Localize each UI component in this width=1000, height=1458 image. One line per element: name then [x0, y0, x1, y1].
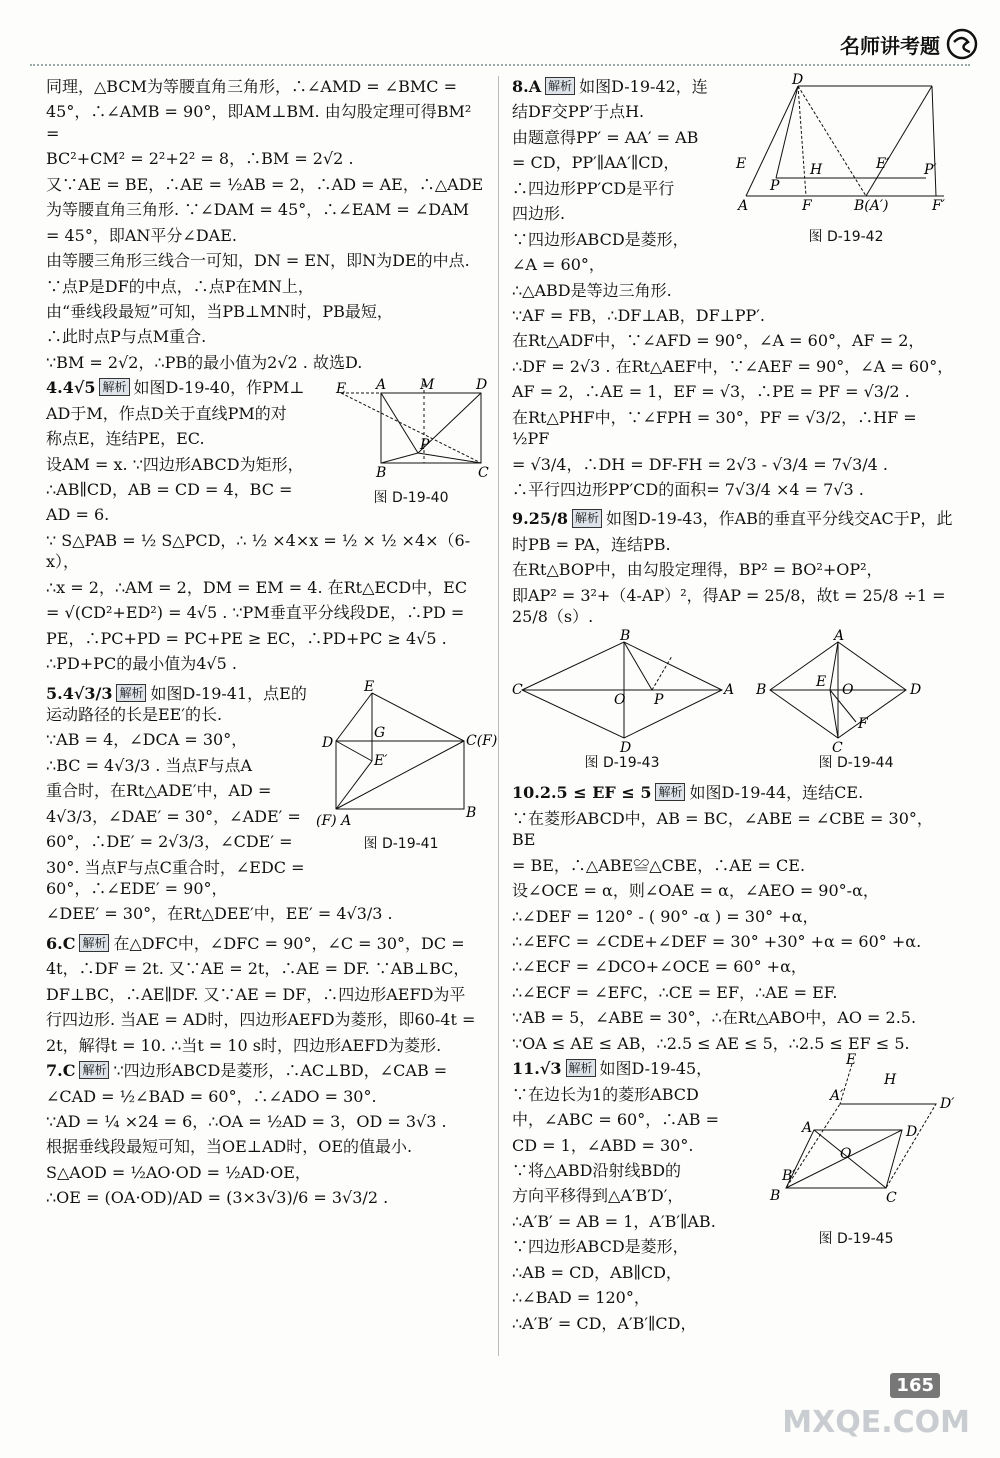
svg-text:D: D: [792, 72, 804, 88]
svg-text:B: B: [756, 681, 767, 698]
svg-text:H: H: [884, 1072, 897, 1089]
solution-line: 由等腰三角形三线合一可知，DN = EN，即N为DE的中点.: [46, 251, 470, 271]
solution-line: ∠A = 60°，: [512, 255, 605, 275]
solution-line: ∴此时点P与点M重合.: [46, 327, 207, 347]
solution-line: 时PB = PA，连结PB.: [512, 534, 671, 554]
svg-text:E′: E′: [374, 752, 388, 769]
solution-line: 中，∠ABC = 60°，∴AB =: [512, 1110, 720, 1130]
item-number: 9.: [512, 509, 529, 529]
svg-text:M: M: [420, 377, 435, 394]
svg-text:B: B: [620, 627, 631, 644]
solution-line: BC²+CM² = 2²+2² = 8，∴BM = 2√2 .: [46, 149, 354, 169]
figure-fig42: [736, 72, 956, 247]
item-head: [512, 508, 956, 529]
solution-line: 45°，∴∠AMB = 90°，即AM⊥BM. 由勾股定理可得BM² =: [46, 102, 477, 143]
svg-text:(F) A: (F) A: [316, 812, 352, 829]
solution-line: 4√3/3，∠DAE′ = 30°，∠ADE′ =: [46, 806, 301, 826]
item-number: 11.: [512, 1059, 540, 1079]
svg-text:E: E: [336, 381, 347, 398]
solution-item: [46, 76, 486, 373]
solution-item: [46, 377, 489, 678]
svg-text:F: F: [858, 715, 868, 732]
svg-text:A: A: [376, 377, 387, 394]
svg-text:D: D: [620, 739, 632, 756]
solution-line: ∵在菱形ABCD中，AB = BC，∠ABE = ∠CBE = 30°，BE: [512, 808, 933, 850]
svg-text:O: O: [842, 681, 854, 698]
solution-line: ∴A′B′ = AB = 1，A′B′∥AB.: [512, 1211, 716, 1231]
solution-line: ∴∠BAD = 120°，: [512, 1288, 650, 1308]
item-answer: 4√5: [62, 378, 96, 398]
svg-text:P: P: [420, 437, 430, 454]
item-answer: 25/8: [528, 509, 568, 529]
figure-caption: 图 D-19-42: [808, 229, 884, 245]
svg-text:E: E: [736, 156, 747, 172]
solution-line: 如图D-19-44，连结CE.: [689, 783, 864, 803]
solution-line: 在△DFC中，∠DFC = 90°，∠C = 30°，DC =: [113, 933, 465, 953]
solution-line: ∵四边形ABCD是菱形，∴AC⊥BD，∠CAB =: [113, 1061, 448, 1081]
solution-line: ∴PD+PC的最小值为4√5 .: [46, 654, 237, 674]
svg-text:A: A: [724, 681, 735, 698]
solution-line: ∴AB = CD，AB∥CD，: [512, 1262, 682, 1282]
solution-line: ∵AF = FB，∴DF⊥AB，DF⊥PP′.: [512, 305, 765, 325]
item-head: [46, 933, 486, 954]
solution-line: 重合时，在Rt△ADE′中，AD =: [46, 781, 272, 801]
item-number: 4.: [46, 378, 63, 398]
solution-line: ∠CAD = ½∠BAD = 60°，∴∠ADO = 30°.: [46, 1086, 377, 1106]
item-number: 10.: [512, 783, 540, 803]
item-answer: C: [62, 1061, 76, 1081]
figure-caption: 图 D-19-41: [363, 835, 439, 852]
solution-line: ∴BC = 4√3/3 . 当点F与点A: [46, 755, 253, 775]
solution-line: 在Rt△ADF中，∵∠AFD = 90°，∠A = 60°，AF = 2，: [512, 331, 925, 351]
solution-line: ∵AB = 4，∠DCA = 30°，: [46, 730, 248, 750]
solution-line: ∴DF = 2√3 . 在Rt△AEF中，∵∠AEF = 90°，∠A = 60°，: [512, 356, 954, 376]
svg-text:D: D: [910, 681, 922, 698]
item-answer: A: [528, 77, 542, 96]
item-head: [46, 1060, 486, 1081]
svg-text:F: F: [802, 198, 812, 214]
svg-text:A: A: [802, 1120, 813, 1137]
item-answer: C: [62, 933, 76, 953]
solution-line: PE，∴PC+PD = PC+PE ≥ EC，∴PD+PC ≥ 4√5 .: [46, 628, 447, 648]
item-head: [512, 782, 956, 803]
svg-text:C(F): C(F): [466, 732, 498, 749]
solution-item: [46, 678, 498, 929]
svg-text:C: C: [512, 681, 523, 698]
svg-text:P: P: [770, 178, 780, 194]
solution-line: 根据垂线段最短可知，当OE⊥AD时，OE的值最小.: [46, 1137, 413, 1157]
solution-line: 四边形.: [512, 204, 566, 224]
solution-line: 结DF交PP′于点H.: [512, 102, 645, 122]
solution-line: ∵AD = ¼ ×24 = 6，∴OA = ½AD = 3，OD = 3√3 .: [46, 1111, 447, 1131]
solution-line: 称点E，连结PE，EC.: [46, 429, 205, 449]
svg-text:D: D: [906, 1124, 918, 1141]
analysis-tag: 解析: [566, 1059, 596, 1077]
svg-text:B: B: [376, 465, 387, 482]
solution-line: 设∠OCE = α，则∠OAE = α，∠AEO = 90°-α，: [512, 881, 879, 901]
figure-fig40: [336, 377, 489, 508]
logo-icon: [946, 28, 978, 60]
solution-line: = 45°，即AN平分∠DAE.: [46, 225, 237, 245]
header-divider: [30, 64, 970, 66]
solution-item: [512, 627, 956, 779]
figure-fig43: [512, 627, 735, 773]
analysis-tag: 解析: [79, 1061, 109, 1079]
analysis-tag: 解析: [79, 934, 109, 952]
solution-line: CD = 1，∠ABD = 30°.: [512, 1135, 694, 1155]
right-column: [512, 72, 956, 1342]
analysis-tag: 解析: [545, 77, 575, 95]
solution-line: 由“垂线段最短”可知，当PB⊥MN时，PB最短，: [46, 301, 393, 321]
solution-line: 为等腰直角三角形. ∵∠DAM = 45°，∴∠EAM = ∠DAM: [46, 200, 470, 220]
solution-line: ∵将△ABD沿射线BD的: [512, 1160, 682, 1180]
solution-line: ∴∠ECF = ∠EFC，∴CE = EF，∴AE = EF.: [512, 982, 838, 1002]
solution-line: 30°. 当点F与点C重合时，∠EDC = 60°，∴∠EDE′ = 90°，: [46, 857, 310, 898]
solution-item: [46, 933, 486, 1056]
analysis-tag: 解析: [572, 509, 602, 527]
column-divider: [498, 76, 499, 1356]
solution-line: ∵点P是DF的中点，∴点P在MN上，: [46, 276, 314, 296]
svg-text:P′: P′: [924, 162, 937, 178]
figure-caption: 图 D-19-44: [818, 754, 894, 771]
svg-text:E: E: [364, 678, 375, 695]
svg-text:C: C: [886, 1190, 897, 1207]
solution-line: 2t，解得t = 10. ∴当t = 10 s时，四边形AEFD为菱形.: [46, 1035, 442, 1055]
solution-line: ∴AB∥CD，AB = CD = 4，BC =: [46, 480, 293, 499]
item-number: 6.: [46, 933, 63, 953]
solution-line: ∵ S△PAB = ½ S△PCD，∴ ½ ×4×x = ½ × ½ ×4×（6-x），: [46, 530, 471, 572]
solution-line: 又∵AE = BE，∴AE = ½AB = 2，∴AD = AE，∴△ADE: [46, 174, 484, 194]
solution-line: 如图D-19-40，作PM⊥: [133, 378, 305, 398]
solution-line: ∴x = 2，∴AM = 2，DM = EM = 4. 在Rt△ECD中，EC: [46, 577, 468, 597]
solution-line: ∴平行四边形PP′CD的面积= 7√3/4 ×4 = 7√3 .: [512, 480, 864, 499]
solution-line: AD = 6.: [46, 505, 110, 525]
solution-item: [512, 782, 956, 1054]
solution-line: AD于M，作点D关于直线PM的对: [46, 403, 287, 423]
solution-line: ∵四边形ABCD是菱形，: [512, 229, 689, 249]
solution-line: ∵四边形ABCD是菱形，: [512, 1237, 689, 1257]
svg-text:O: O: [614, 691, 626, 708]
item-answer: 2.5 ≤ EF ≤ 5: [539, 783, 652, 803]
item-number: 5.: [46, 683, 63, 703]
solution-line: ∵OA ≤ AE ≤ AB，∴2.5 ≤ AE ≤ 5，∴2.5 ≤ EF ≤ 5.: [512, 1033, 910, 1053]
solution-item: [512, 508, 956, 627]
solution-line: = CD，PP′∥AA′∥CD，: [512, 153, 680, 173]
solution-line: S△AOD = ½AO·OD = ½AD·OE，: [46, 1162, 311, 1182]
figure-caption: 图 D-19-40: [373, 490, 449, 507]
solution-line: AF = 2，∴AE = 1，EF = √3，∴PE = PF = √3/2 .: [512, 382, 910, 402]
svg-text:A: A: [834, 627, 845, 644]
analysis-tag: 解析: [99, 378, 129, 396]
svg-text:B′: B′: [782, 1168, 796, 1185]
page-number: 165: [890, 1373, 940, 1398]
figure-fig41: [316, 678, 498, 854]
solution-line: ∠DEE′ = 30°，在Rt△DEE′中，EE′ = 4√3/3 .: [46, 904, 393, 924]
solution-line: ∴∠ECF = ∠DCO+∠OCE = 60° +α，: [512, 957, 807, 977]
svg-text:F′: F′: [932, 198, 945, 214]
solution-line: ∴△ABD是等边三角形.: [512, 280, 672, 300]
solution-line: DF⊥BC，∴AE∥DF. 又∵AE = DF，∴四边形AEFD为平: [46, 984, 466, 1004]
solution-line: ∴∠EFC = ∠CDE+∠DEF = 30° +30° +α = 60° +α.: [512, 932, 922, 951]
item-answer: 4√3/3: [62, 683, 113, 703]
solution-line: ∴A′B′ = CD，A′B′∥CD，: [512, 1313, 697, 1333]
solution-item: [46, 1060, 486, 1209]
svg-text:E: E: [816, 673, 827, 690]
solution-line: ∴四边形PP′CD是平行: [512, 178, 675, 198]
svg-text:B: B: [770, 1188, 781, 1205]
solution-line: 4t，∴DF = 2t. 又∵AE = 2t，∴AE = DF. ∵AB⊥BC，: [46, 959, 470, 979]
solution-line: 60°，∴DE′ = 2√3/3，∠CDE′ =: [46, 832, 293, 852]
solution-line: = √(CD²+ED²) = 4√5 . ∵PM垂直平分线段DE，∴PD =: [46, 603, 465, 623]
header-title: 名师讲考题: [840, 34, 940, 58]
svg-text:D′: D′: [940, 1096, 955, 1113]
svg-text:O: O: [840, 1146, 852, 1163]
solution-line: 行四边形. 当AE = AD时，四边形AEFD为菱形，即60-4t =: [46, 1010, 476, 1030]
solution-line: 如图D-19-42，连: [579, 77, 708, 96]
analysis-tag: 解析: [116, 684, 146, 702]
solution-line: ∴∠DEF = 120° - ( 90° -α ) = 30° +α，: [512, 906, 819, 926]
solution-line: 方向平移得到△A′B′D′，: [512, 1186, 684, 1206]
figure-caption: 图 D-19-43: [584, 754, 660, 771]
solution-line: = √3/4，∴DH = DF-FH = 2√3 - √3/4 = 7√3/4 .: [512, 454, 889, 474]
svg-text:B: B: [466, 804, 477, 821]
svg-text:P: P: [654, 691, 664, 708]
solution-line: ∵AB = 5，∠ABE = 30°，∴在Rt△ABO中，AO = 2.5.: [512, 1008, 917, 1028]
solution-line: 由题意得PP′ = AA′ = AB: [512, 127, 699, 147]
figure-fig44: [756, 627, 956, 773]
solution-line: 设AM = x. ∵四边形ABCD为矩形，: [46, 454, 304, 474]
solution-line: ∴OE = (OA·OD)/AD = (3×3√3)/6 = 3√3/2 .: [46, 1188, 389, 1208]
solution-line: 在Rt△BOP中，由勾股定理得，BP² = BO²+OP²，: [512, 560, 883, 580]
item-number: 7.: [46, 1061, 63, 1081]
watermark: MXQE.COM: [782, 1405, 970, 1440]
svg-text:D: D: [476, 377, 488, 394]
solution-line: 如图D-19-41，点E的运动路径的长是EE′的长.: [46, 683, 307, 724]
solution-line: 即AP² = 3²+（4-AP）²，得AP = 25/8，故t = 25/8 ÷1 = 25/8（s）.: [512, 585, 951, 627]
solution-line: 同理，△BCM为等腰直角三角形，∴∠AMD = ∠BMC =: [46, 77, 458, 96]
solution-item: [512, 72, 956, 504]
solution-line: 如图D-19-43，作AB的垂直平分线交AC于P，此: [605, 509, 953, 529]
solution-line: ∵BM = 2√2，∴PB的最小值为2√2 . 故选D.: [46, 352, 363, 372]
svg-text:E: E: [846, 1052, 857, 1069]
solution-line: = BE，∴△ABE≌△CBE，∴AE = CE.: [512, 855, 806, 875]
solution-line: ∵在边长为1的菱形ABCD: [512, 1084, 699, 1104]
svg-text:B(A′): B(A′): [854, 198, 889, 214]
svg-text:A′: A′: [830, 1088, 844, 1105]
svg-text:H: H: [810, 162, 823, 178]
svg-text:A: A: [738, 198, 749, 214]
solution-item: [512, 1052, 956, 1338]
figure-fig45: [756, 1052, 956, 1249]
figure-caption: 图 D-19-45: [818, 1231, 894, 1248]
left-column: [46, 76, 498, 1213]
item-number: 8.: [512, 77, 529, 96]
item-answer: √3: [539, 1059, 562, 1079]
svg-text:G: G: [374, 724, 386, 741]
solution-line: 在Rt△PHF中，∵∠FPH = 30°，PF = √3/2，∴HF = ½PF: [512, 407, 922, 449]
solution-line: 如图D-19-45，: [599, 1059, 713, 1079]
svg-text:C: C: [478, 465, 489, 482]
svg-text:D: D: [322, 734, 334, 751]
svg-text:E′: E′: [876, 156, 890, 172]
analysis-tag: 解析: [655, 783, 685, 801]
svg-text:C: C: [832, 739, 843, 756]
